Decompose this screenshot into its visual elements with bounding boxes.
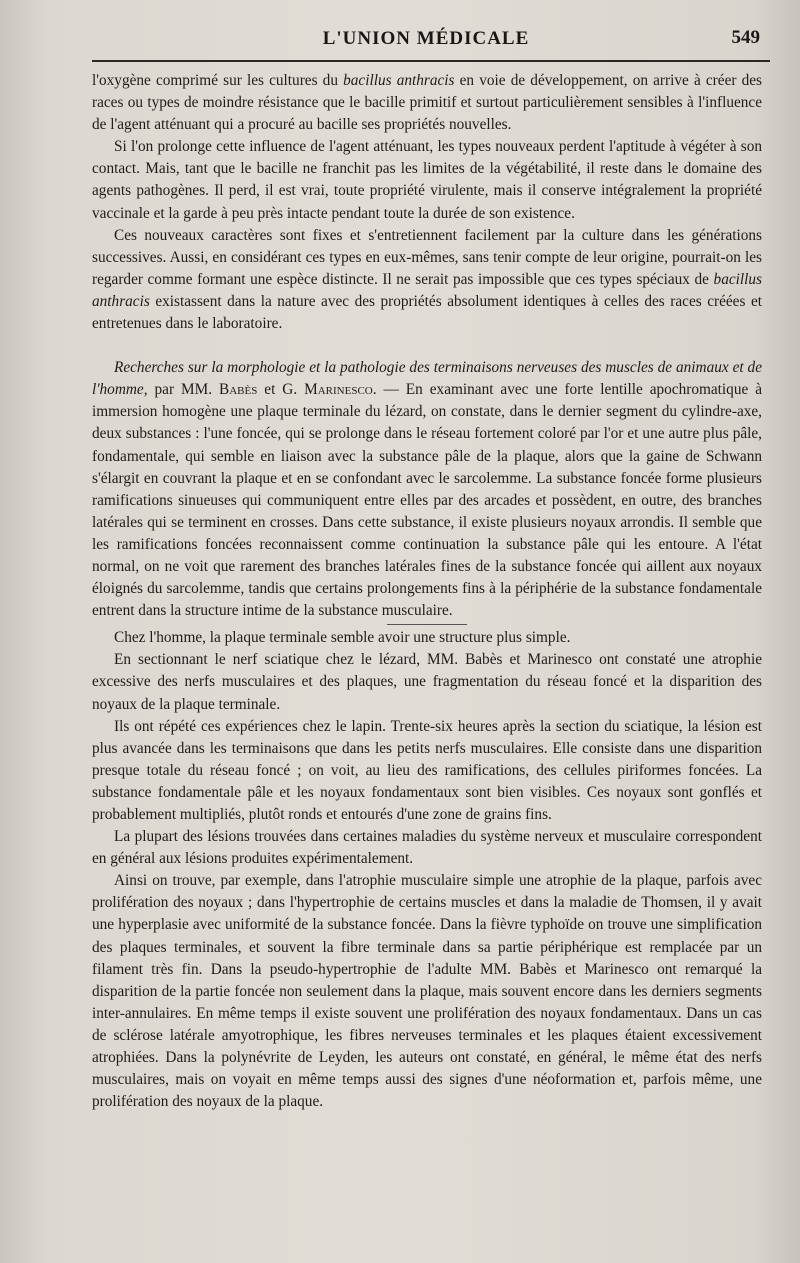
paragraph: Ainsi on trouve, par exemple, dans l'atrophie musculaire simple une atrophie de la plaque, parfois avec prolifération des noyaux ; dans l'hypertrophie de certains muscles et dans la maladie de Thomsen, il y avait une hyperplasie avec uniformité de la substance foncée. Dans la fièvre typhoïde on trouve une simplification des plaques terminales, et souvent la fibre terminale dans sa partie périphérique est remplacée par un filament très fin. Dans la pseudo-hypertrophie de l'adulte MM. Babès et Marinesco ont remarqué la disparition de la partie foncée non seulement dans la plaque, mais souvent encore dans les derniers segments inter-annulaires. En même temps il existe souvent une prolifération des noyaux fondamentaux. Dans un cas de sclérose latérale amyotrophique, les fibres nerveuses terminales et les plaques étaient excessivement atrophiées. Dans la polynévrite de Leyden, les auteurs ont constaté, en général, le même état des nerfs musculaires, mais on voyait en même temps aussi des signes d'une néoformation et, parfois même, une prolifération des noyaux de la plaque. <box>92 872 762 1111</box>
separator <box>387 624 467 625</box>
paragraph: l'oxygène comprimé sur les cultures du bacillus anthracis en voie de développement, on arrive à créer des races ou types de moindre résistance que le bacille primitif et surtout particulièrement sensibles à l'influence de l'agent atténuant qui a procuré au bacille ses propriétés nouvelles. <box>92 72 762 134</box>
article-title: Recherches sur la morphologie et la pathologie des terminaisons nerveuses des muscles de animaux et de l'homme, <box>92 359 762 399</box>
body-text <box>92 70 762 1113</box>
paragraph: La plupart des lésions trouvées dans certaines maladies du système nerveux et musculaire correspondent en général aux lésions produites expérimentalement. <box>92 828 762 868</box>
author-joiner: et G. <box>264 381 298 399</box>
paragraph: Chez l'homme, la plaque terminale semble avoir une structure plus simple. <box>114 629 571 647</box>
paragraph: En sectionnant le nerf sciatique chez le lézard, MM. Babès et Marinesco ont constaté une atrophie excessive des nerfs musculaires et des plaques, une fragmentation du réseau foncé et la disparition des noyaux de la plaque terminale. <box>92 651 762 713</box>
author-name: Marinesco. <box>304 381 377 399</box>
species-name: bacillus anthracis <box>92 270 762 310</box>
running-head: L'UNION MÉDICALE <box>322 28 530 49</box>
page-header <box>92 24 760 54</box>
page-number: 549 <box>731 27 760 48</box>
header-rule <box>92 60 770 62</box>
species-name: bacillus anthracis <box>343 72 455 89</box>
paragraph: Ils ont répété ces expériences chez le lapin. Trente-six heures après la section du sciatique, la lésion est plus avancée dans les terminaisons que dans les petits nerfs musculaires. Elle consiste dans une disparition presque totale du réseau foncé ; on voit, au lieu des ramifications, des cellules piriformes foncées. La substance fondamentale pâle et les noyaux fondamentaux sont bien visibles. Ces noyaux sont gonflés et probablement multipliés, plutôt ronds et entourés d'une zone de grains fins. <box>92 717 762 823</box>
authors-prefix: par MM. <box>154 381 213 399</box>
author-name: Babès <box>219 381 258 399</box>
section-paragraph <box>92 357 762 622</box>
paragraph: Ces nouveaux caractères sont fixes et s'entretiennent facilement par la culture dans les générations successives. Aussi, en considérant ces types en eux-mêmes, sans tenir compte de leur origine, pourrait-on les regarder comme formant une espèce distincte. Il ne serait pas impossible que ces types spéciaux de bacillus anthracis existassent dans la nature avec des propriétés absolument identiques à celles des races créées et entretenues dans le laboratoire. <box>92 226 762 333</box>
paragraph: Si l'on prolonge cette influence de l'agent atténuant, les types nouveaux perdent l'aptitude à végéter à son contact. Mais, tant que le bacille ne franchit pas les limites de la végétabilité, il reste dans le domaine des agents pathogènes. Il perd, il est vrai, toute propriété virulente, mais il conserve intégralement la propriété vaccinale et la garde à peu près intacte pendant toute la durée de son existence. <box>92 138 762 222</box>
paragraph-text: — En examinant avec une forte lentille apochromatique à immersion homogène une plaque terminale du lézard, on constate, dans le dernier segment du cylindre-axe, deux substances : l'une foncée, qui se prolonge dans le réseau fortement coloré par l'or et une autre plus pâle, fondamentale, qui semble en liaison avec la substance pâle de la plaque, alors que la gaine de Schwann s'élargit en couvrant la plaque et en se confondant avec le sarcolemme. La substance foncée forme plusieurs ramifications sinueuses qui communiquent entre elles par des arcades et possèdent, en outre, des branches latérales qui se terminent en crosses. Dans cette substance, il existe plusieurs noyaux arrondis. Il semble que les ramifications foncées reconnaissent comme continuation la substance pâle qui les entoure. A l'état normal, on ne voit que rarement des branches latérales fines de la substance foncée qui aillent aux noyaux éloignés du sarcolemme, tandis que certains prolongements fins à la périphérie de la substance fondamentale entrent dans la structure intime de la substance musculaire. <box>92 381 763 620</box>
